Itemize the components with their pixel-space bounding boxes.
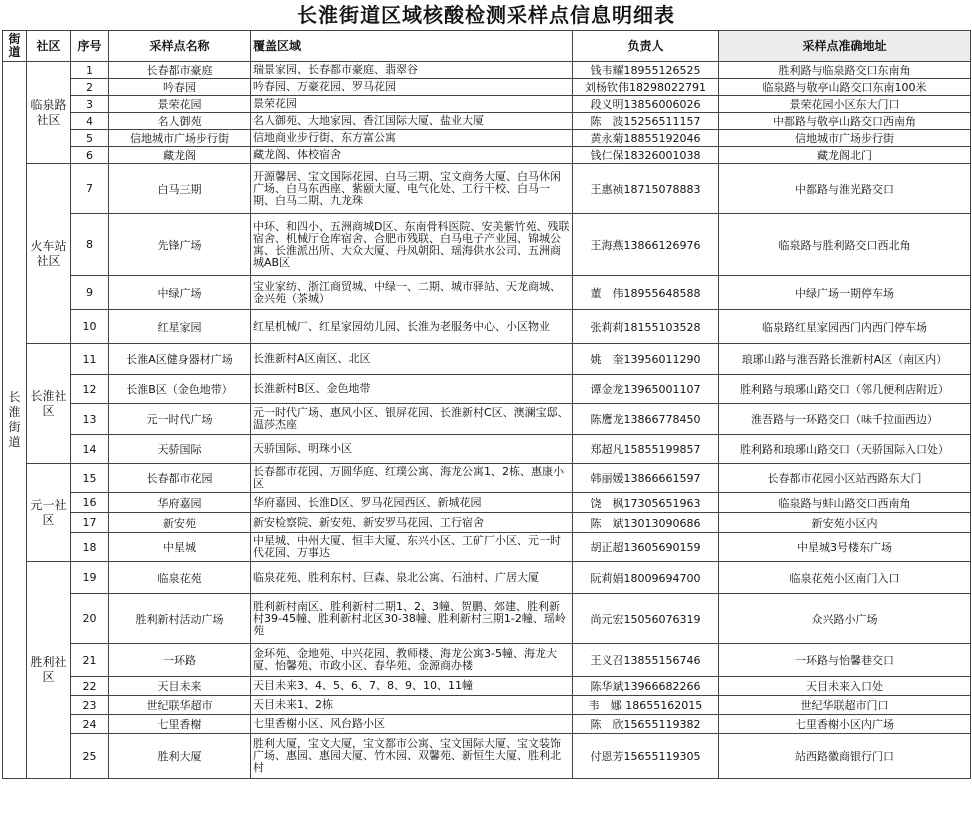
- contact-cell: 王义召13855156746: [573, 644, 719, 677]
- address-cell: 天目未来入口处: [719, 677, 971, 696]
- coverage-cell: 宝业家纺、浙江商贸城、中绿一、二期、城市驿站、天龙商城、金兴苑（茶城）: [251, 276, 573, 310]
- sampling-sites-table: [2, 30, 971, 779]
- table-row: [3, 644, 971, 677]
- address-cell: 临泉花苑小区南门入口: [719, 562, 971, 594]
- table-row: [3, 715, 971, 734]
- seq-cell: 1: [71, 62, 109, 79]
- site-name-cell: 胜利新村活动广场: [109, 594, 251, 644]
- header-coverage: 覆盖区域: [251, 31, 573, 62]
- seq-cell: 10: [71, 310, 109, 344]
- seq-cell: 24: [71, 715, 109, 734]
- contact-cell: 韩丽媛13866661597: [573, 464, 719, 493]
- coverage-cell: 景荣花园: [251, 96, 573, 113]
- contact-cell: 钱韦耀18955126525: [573, 62, 719, 79]
- site-name-cell: 长淮A区健身器材广场: [109, 344, 251, 375]
- site-name-cell: 临泉花苑: [109, 562, 251, 594]
- contact-cell: 阮莉娟18009694700: [573, 562, 719, 594]
- address-cell: 信地城市广场步行街: [719, 130, 971, 147]
- coverage-cell: 胜利新村南区、胜利新村二期1、2、3幢、贺鹏、郊建、胜利新村39-45幢、胜利新村北区30-38幢、胜利新村三期1-2幢、瑶岭苑: [251, 594, 573, 644]
- table-row: [3, 276, 971, 310]
- seq-cell: 5: [71, 130, 109, 147]
- address-cell: 中都路与敬亭山路交口西南角: [719, 113, 971, 130]
- address-cell: 胜利路和琅琊山路交口（天骄国际入口处）: [719, 435, 971, 464]
- site-name-cell: 世纪联华超市: [109, 696, 251, 715]
- header-row: [3, 31, 971, 62]
- community-cell: 元一社区: [27, 464, 71, 562]
- address-cell: 中都路与淮光路交口: [719, 164, 971, 214]
- contact-cell: 陈 波15256511157: [573, 113, 719, 130]
- coverage-cell: 名人御苑、大地家园、香江国际大厦、盐业大厦: [251, 113, 573, 130]
- site-name-cell: 天目未来: [109, 677, 251, 696]
- seq-cell: 16: [71, 493, 109, 513]
- site-name-cell: 名人御苑: [109, 113, 251, 130]
- seq-cell: 11: [71, 344, 109, 375]
- header-site-name: 采样点名称: [109, 31, 251, 62]
- seq-cell: 8: [71, 214, 109, 276]
- coverage-cell: 信地商业步行街、东方富公寓: [251, 130, 573, 147]
- table-row: [3, 404, 971, 435]
- site-name-cell: 中绿广场: [109, 276, 251, 310]
- site-name-cell: 中星城: [109, 533, 251, 562]
- address-cell: 新安苑小区内: [719, 513, 971, 533]
- site-name-cell: 景荣花园: [109, 96, 251, 113]
- coverage-cell: 长淮新村B区、金色地带: [251, 375, 573, 404]
- address-cell: 临泉路红星家园西门内西门停车场: [719, 310, 971, 344]
- coverage-cell: 天目未来3、4、5、6、7、8、9、10、11幢: [251, 677, 573, 696]
- address-cell: 世纪华联超市门口: [719, 696, 971, 715]
- contact-cell: 饶 枫17305651963: [573, 493, 719, 513]
- community-cell: 火车站社区: [27, 164, 71, 344]
- contact-cell: 付恩芳15655119305: [573, 734, 719, 779]
- address-cell: 琅琊山路与淮吾路长淮新村A区（南区内）: [719, 344, 971, 375]
- address-cell: 临泉路与蚌山路交口西南角: [719, 493, 971, 513]
- site-name-cell: 吟春园: [109, 79, 251, 96]
- contact-cell: 尚元宏15056076319: [573, 594, 719, 644]
- contact-cell: 黄永菊18855192046: [573, 130, 719, 147]
- seq-cell: 21: [71, 644, 109, 677]
- contact-cell: 韦 娜 18655162015: [573, 696, 719, 715]
- table-row: [3, 464, 971, 493]
- site-name-cell: 天骄国际: [109, 435, 251, 464]
- table-row: [3, 130, 971, 147]
- coverage-cell: 天骄国际、明珠小区: [251, 435, 573, 464]
- coverage-cell: 中星城、中州大厦、恒丰大厦、东兴小区、工矿厂小区、元一时代花园、万事达: [251, 533, 573, 562]
- street-cell: 长淮街道: [3, 62, 27, 779]
- table-row: [3, 375, 971, 404]
- contact-cell: 王惠祯18715078883: [573, 164, 719, 214]
- seq-cell: 14: [71, 435, 109, 464]
- table-row: [3, 62, 971, 79]
- address-cell: 站西路徽商银行门口: [719, 734, 971, 779]
- table-row: [3, 310, 971, 344]
- contact-cell: 张莉莉18155103528: [573, 310, 719, 344]
- contact-cell: 陈 斌13013090686: [573, 513, 719, 533]
- seq-cell: 19: [71, 562, 109, 594]
- table-row: [3, 594, 971, 644]
- address-cell: 一环路与怡馨巷交口: [719, 644, 971, 677]
- coverage-cell: 长淮新村A区南区、北区: [251, 344, 573, 375]
- seq-cell: 18: [71, 533, 109, 562]
- contact-cell: 郑超凡15855199857: [573, 435, 719, 464]
- seq-cell: 4: [71, 113, 109, 130]
- site-name-cell: 一环路: [109, 644, 251, 677]
- table-row: [3, 113, 971, 130]
- site-name-cell: 红星家园: [109, 310, 251, 344]
- table-row: [3, 147, 971, 164]
- table-row: [3, 513, 971, 533]
- site-name-cell: 长淮B区（金色地带）: [109, 375, 251, 404]
- site-name-cell: 长春都市花园: [109, 464, 251, 493]
- site-name-cell: 新安苑: [109, 513, 251, 533]
- coverage-cell: 吟春园、万豪花园、罗马花园: [251, 79, 573, 96]
- coverage-cell: 金环苑、金地苑、中兴花园、教师楼、海龙公寓3-5幢、海龙大厦、怡馨苑、市政小区、春华苑、金源商办楼: [251, 644, 573, 677]
- header-street: 街道: [3, 31, 27, 62]
- document-title: 长淮街道区域核酸检测采样点信息明细表: [297, 3, 675, 27]
- site-name-cell: 华府嘉园: [109, 493, 251, 513]
- table-row: [3, 435, 971, 464]
- coverage-cell: 长春都市花园、万圆华庭、红璞公寓、海龙公寓1、2栋、惠康小区: [251, 464, 573, 493]
- table-row: [3, 533, 971, 562]
- address-cell: 众兴路小广场: [719, 594, 971, 644]
- table-row: [3, 734, 971, 779]
- address-cell: 胜利路与临泉路交口东南角: [719, 62, 971, 79]
- coverage-cell: 临泉花苑、胜利东村、巨森、泉北公寓、石油村、广居大厦: [251, 562, 573, 594]
- table-row: [3, 79, 971, 96]
- site-name-cell: 胜利大厦: [109, 734, 251, 779]
- seq-cell: 20: [71, 594, 109, 644]
- seq-cell: 25: [71, 734, 109, 779]
- coverage-cell: 新安检察院、新安苑、新安罗马花园、工行宿舍: [251, 513, 573, 533]
- table-row: [3, 677, 971, 696]
- site-name-cell: 信地城市广场步行街: [109, 130, 251, 147]
- contact-cell: 陈华斌13966682266: [573, 677, 719, 696]
- address-cell: 临泉路与敬亭山路交口东南100米: [719, 79, 971, 96]
- site-name-cell: 元一时代广场: [109, 404, 251, 435]
- address-cell: 藏龙阁北门: [719, 147, 971, 164]
- table-row: [3, 164, 971, 214]
- address-cell: 淮吾路与一环路交口（味千拉面西边）: [719, 404, 971, 435]
- site-name-cell: 藏龙阁: [109, 147, 251, 164]
- coverage-cell: 中环、和四小、五洲商城D区、东南骨科医院、安美紫竹苑、残联宿舍、机械厅仓库宿舍、合肥市残联、白马电子产业园、锦城公寓、长淮派出所、大众大厦、丹凤朝阳、瑶海供水公司、五洲商城AB区: [251, 214, 573, 276]
- contact-cell: 陈鹰龙13866778450: [573, 404, 719, 435]
- seq-cell: 2: [71, 79, 109, 96]
- table-row: [3, 96, 971, 113]
- table-row: [3, 344, 971, 375]
- site-name-cell: 白马三期: [109, 164, 251, 214]
- coverage-cell: 开源馨居、宝文国际花园、白马三期、宝文商务大厦、白马休闲广场、白马东西座、紫颐大厦、电气化处、工行干校、白马一期、白马二期、九龙珠: [251, 164, 573, 214]
- seq-cell: 7: [71, 164, 109, 214]
- contact-cell: 段义明13856006026: [573, 96, 719, 113]
- address-cell: 七里香榭小区内广场: [719, 715, 971, 734]
- table-row: [3, 696, 971, 715]
- address-cell: 中绿广场一期停车场: [719, 276, 971, 310]
- site-name-cell: 先锋广场: [109, 214, 251, 276]
- address-cell: 景荣花园小区东大门口: [719, 96, 971, 113]
- contact-cell: 胡正超13605690159: [573, 533, 719, 562]
- table-row: [3, 214, 971, 276]
- address-cell: 胜利路与琅琊山路交口（邻几便利店附近）: [719, 375, 971, 404]
- seq-cell: 15: [71, 464, 109, 493]
- seq-cell: 17: [71, 513, 109, 533]
- seq-cell: 9: [71, 276, 109, 310]
- community-cell: 胜利社区: [27, 562, 71, 779]
- coverage-cell: 瑞景家园、长春都市豪庭、翡翠谷: [251, 62, 573, 79]
- address-cell: 临泉路与胜利路交口西北角: [719, 214, 971, 276]
- contact-cell: 董 伟18955648588: [573, 276, 719, 310]
- contact-cell: 姚 奎13956011290: [573, 344, 719, 375]
- contact-cell: 王海燕13866126976: [573, 214, 719, 276]
- community-cell: 长淮社区: [27, 344, 71, 464]
- seq-cell: 12: [71, 375, 109, 404]
- site-name-cell: 长春都市豪庭: [109, 62, 251, 79]
- seq-cell: 3: [71, 96, 109, 113]
- address-cell: 长春都市花园小区站西路东大门: [719, 464, 971, 493]
- seq-cell: 6: [71, 147, 109, 164]
- coverage-cell: 元一时代广场、惠风小区、银屏花园、长淮新村C区、澳澜宝邸、温莎杰座: [251, 404, 573, 435]
- coverage-cell: 胜利大厦，宝文大厦，宝文都市公寓、宝文国际大厦、宝文装饰广场、惠园、惠园大厦、竹木园、双馨苑、新恒生大厦、胜利北村: [251, 734, 573, 779]
- contact-cell: 钱仁保18326001038: [573, 147, 719, 164]
- coverage-cell: 红星机械厂、红星家园幼儿园、长淮为老服务中心、小区物业: [251, 310, 573, 344]
- header-address: 采样点准确地址: [719, 31, 971, 62]
- coverage-cell: 华府嘉园、长淮D区、罗马花园西区、新城花园: [251, 493, 573, 513]
- coverage-cell: 七里香榭小区、风台路小区: [251, 715, 573, 734]
- site-name-cell: 七里香榭: [109, 715, 251, 734]
- table-row: [3, 562, 971, 594]
- seq-cell: 13: [71, 404, 109, 435]
- contact-cell: 谭金龙13965001107: [573, 375, 719, 404]
- community-cell: 临泉路社区: [27, 62, 71, 164]
- header-seq: 序号: [71, 31, 109, 62]
- coverage-cell: 藏龙阁、体校宿舍: [251, 147, 573, 164]
- address-cell: 中星城3号楼东广场: [719, 533, 971, 562]
- contact-cell: 陈 欣15655119382: [573, 715, 719, 734]
- header-community: 社区: [27, 31, 71, 62]
- contact-cell: 刘杨钦伟18298022791: [573, 79, 719, 96]
- header-contact: 负责人: [573, 31, 719, 62]
- seq-cell: 22: [71, 677, 109, 696]
- table-row: [3, 493, 971, 513]
- coverage-cell: 天目未来1、2栋: [251, 696, 573, 715]
- seq-cell: 23: [71, 696, 109, 715]
